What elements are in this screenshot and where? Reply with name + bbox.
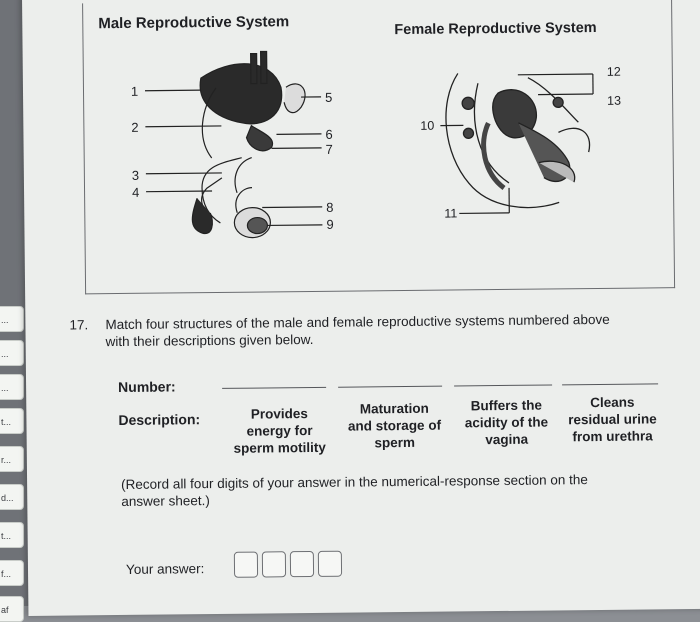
label-11: 11 bbox=[444, 205, 457, 222]
number-blank-4[interactable] bbox=[562, 383, 658, 385]
label-2: 2 bbox=[131, 119, 138, 136]
label-8: 8 bbox=[326, 199, 333, 216]
answer-digit-box-2[interactable] bbox=[262, 551, 286, 577]
question-text-line2: with their descriptions given below. bbox=[106, 331, 314, 350]
answer-digit-box-4[interactable] bbox=[318, 551, 342, 577]
worksheet-page bbox=[22, 0, 700, 616]
sidebar-tab[interactable]: t... bbox=[0, 408, 24, 434]
label-5: 5 bbox=[325, 89, 332, 106]
record-instruction-line2: answer sheet.) bbox=[121, 492, 210, 510]
label-12: 12 bbox=[607, 64, 621, 81]
male-diagram bbox=[101, 47, 333, 249]
label-13: 13 bbox=[607, 93, 621, 110]
sidebar-tab[interactable]: ... bbox=[0, 374, 24, 400]
record-instruction-line1: (Record all four digits of your answer in the numerical-response section on the bbox=[121, 471, 588, 493]
sidebar-tab[interactable]: af bbox=[0, 596, 24, 622]
description-label: Description: bbox=[118, 411, 200, 428]
sidebar-tab[interactable]: r... bbox=[0, 446, 24, 472]
label-9: 9 bbox=[326, 216, 333, 233]
description-4: Cleans residual urine from urethra bbox=[560, 393, 665, 445]
sidebar-tab[interactable]: ... bbox=[0, 306, 24, 332]
question-number: 17. bbox=[69, 316, 88, 333]
label-1: 1 bbox=[131, 83, 138, 100]
female-diagram-title: Female Reproductive System bbox=[394, 20, 596, 38]
sidebar-tab[interactable]: ... bbox=[0, 340, 24, 366]
male-diagram-title: Male Reproductive System bbox=[98, 13, 289, 32]
sidebar-tab[interactable]: d... bbox=[0, 484, 24, 510]
question-text-line1: Match four structures of the male and female reproductive systems numbered above bbox=[105, 311, 609, 333]
your-answer-label: Your answer: bbox=[126, 560, 204, 578]
description-1: Provides energy for sperm motility bbox=[224, 405, 335, 457]
number-blank-1[interactable] bbox=[222, 387, 326, 389]
number-blank-2[interactable] bbox=[338, 386, 442, 388]
description-3: Buffers the acidity of the vagina bbox=[454, 396, 559, 448]
description-2: Maturation and storage of sperm bbox=[338, 400, 451, 452]
label-6: 6 bbox=[325, 126, 332, 143]
label-10: 10 bbox=[420, 118, 434, 135]
number-label: Number: bbox=[118, 378, 176, 395]
number-blank-3[interactable] bbox=[454, 384, 552, 386]
sidebar-tab[interactable]: t... bbox=[0, 522, 24, 548]
sidebar-tab[interactable]: f... bbox=[0, 560, 24, 586]
answer-digit-box-1[interactable] bbox=[234, 552, 258, 578]
label-3: 3 bbox=[132, 167, 139, 184]
label-7: 7 bbox=[326, 141, 333, 158]
answer-digit-box-3[interactable] bbox=[290, 551, 314, 577]
label-4: 4 bbox=[132, 184, 139, 201]
